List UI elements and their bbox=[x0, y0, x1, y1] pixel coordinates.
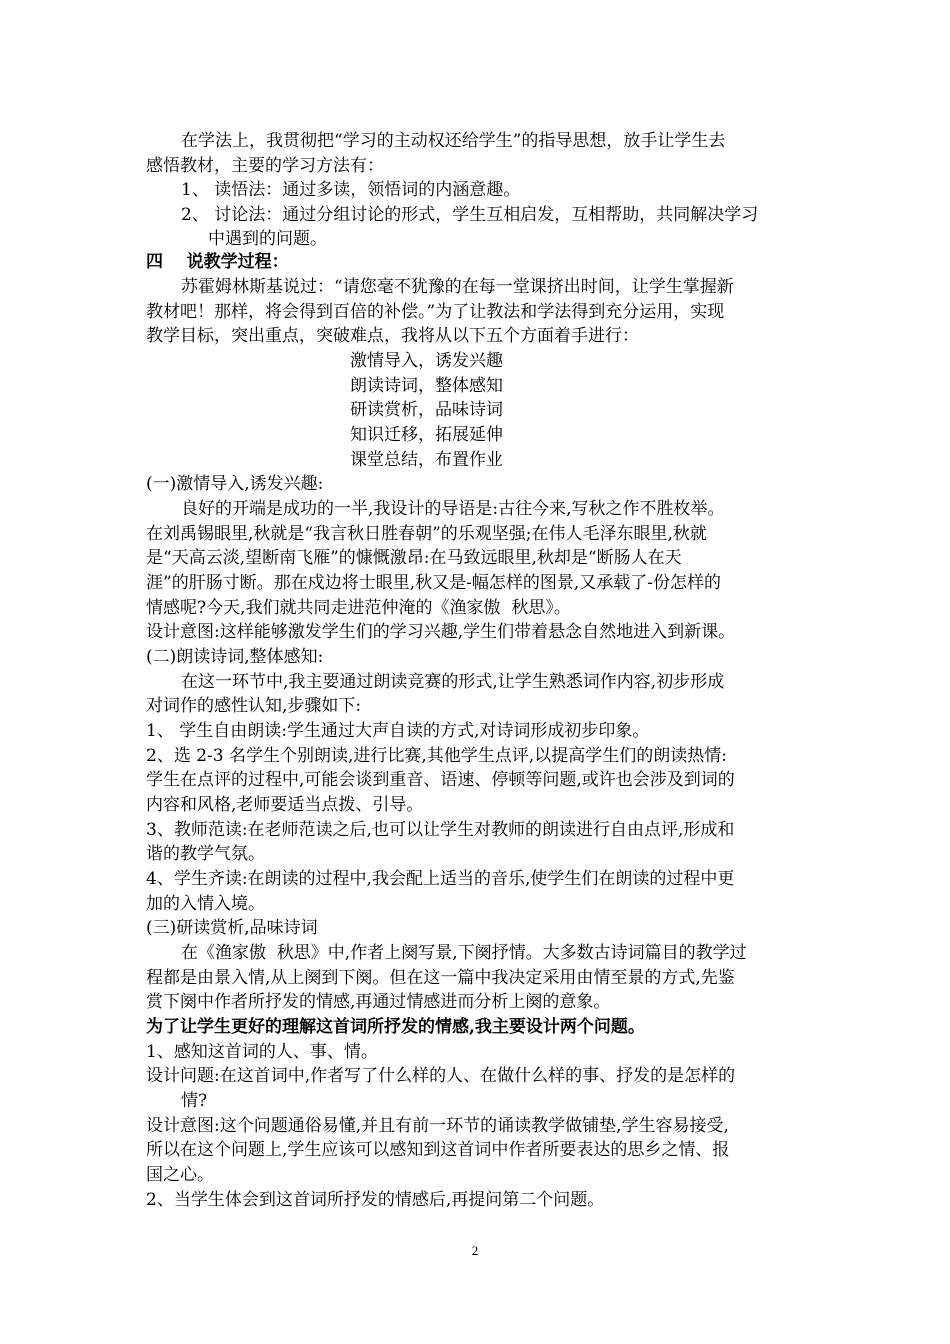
paragraph-line: 在这一环节中,我主要通过朗读竞赛的形式,让学生熟悉词作内容,初步形成 bbox=[181, 672, 725, 692]
outline-item: 知识迁移，拓展延伸 bbox=[350, 425, 503, 445]
list-item: 4、学生齐读:在朗读的过程中,我会配上适当的音乐,使学生们在朗读的过程中更 bbox=[146, 869, 735, 889]
paragraph-line: 在刘禹锡眼里,秋就是“我言秋日胜春朝”的乐观坚强;在伟人毛泽东眼里,秋就 bbox=[146, 524, 707, 544]
section-heading: 四 说教学过程： bbox=[146, 252, 289, 272]
outline-item: 朗读诗词，整体感知 bbox=[350, 376, 503, 396]
outline-item: 激情导入，诱发兴趣 bbox=[350, 351, 503, 371]
list-item-continuation: 中遇到的问题。 bbox=[208, 229, 327, 249]
outline-item: 课堂总结，布置作业 bbox=[350, 450, 503, 470]
list-item: 1、感知这首词的人、事、情。 bbox=[146, 1042, 378, 1062]
paragraph-line: 设计意图:这样能够激发学生们的学习兴趣,学生们带着悬念自然地进入到新课。 bbox=[146, 622, 736, 642]
subsection-heading: (一)激情导入,诱发兴趣: bbox=[146, 474, 324, 494]
paragraph-line: 良好的开端是成功的一半,我设计的导语是:古往今来,写秋之作不胜枚举。 bbox=[181, 499, 725, 519]
paragraph-line: 教学目标，突出重点，突破难点，我将从以下五个方面着手进行： bbox=[146, 326, 639, 346]
paragraph-line: 所以在这个问题上,学生应该可以感知到这首词中作者所要表达的思乡之情、报 bbox=[146, 1140, 730, 1160]
paragraph-line: 学生在点评的过程中,可能会谈到重音、语速、停顿等问题,或许也会涉及到词的 bbox=[146, 770, 735, 790]
paragraph-line: 内容和风格,老师要适当点拨、引导。 bbox=[146, 795, 424, 815]
list-item: 1、 学生自由朗读:学生通过大声自读的方式,对诗词形成初步印象。 bbox=[146, 721, 650, 741]
paragraph-line: 加的入情入境。 bbox=[146, 894, 265, 914]
list-item: 3、教师范读:在老师范读之后,也可以让学生对教师的朗读进行自由点评,形成和 bbox=[146, 820, 735, 840]
paragraph-line: 在学法上，我贯彻把“学习的主动权还给学生”的指导思想，放手让学生去 bbox=[181, 131, 726, 151]
paragraph-line: 对词作的感性认知,步骤如下: bbox=[146, 696, 362, 716]
paragraph-line: 情? bbox=[181, 1091, 208, 1111]
paragraph-line: 赏下阕中作者所抒发的情感,再通过情感进而分析上阕的意象。 bbox=[146, 992, 611, 1012]
paragraph-line: 设计问题:在这首词中,作者写了什么样的人、在做什么样的事、抒发的是怎样的 bbox=[146, 1066, 736, 1086]
paragraph-line: 感悟教材，主要的学习方法有： bbox=[146, 156, 384, 176]
subsection-heading: (三)研读赏析,品味诗词 bbox=[146, 918, 318, 938]
paragraph-line: 程都是由景入情,从上阕到下阕。但在这一篇中我决定采用由情至景的方式,先鉴 bbox=[146, 968, 735, 988]
paragraph-line: 是“天高云淡,望断南飞雁”的慷慨激昂:在马致远眼里,秋却是“断肠人在天 bbox=[146, 548, 682, 568]
paragraph-line: 设计意图:这个问题通俗易懂,并且有前一环节的诵读教学做铺垫,学生容易接受, bbox=[146, 1116, 729, 1136]
paragraph-line: 谐的教学气氛。 bbox=[146, 844, 265, 864]
paragraph-line: 涯”的肝肠寸断。那在戍边将士眼里,秋又是-幅怎样的图景,又承载了-份怎样的 bbox=[146, 573, 721, 593]
emphasis-line: 为了让学生更好的理解这首词所抒发的情感,我主要设计两个问题。 bbox=[146, 1017, 645, 1037]
paragraph-line: 情感呢?今天,我们就共同走进范仲淹的《渔家傲 秋思》。 bbox=[146, 598, 571, 618]
paragraph-line: 苏霍姆林斯基说过：“请您毫不犹豫的在每一堂课挤出时间，让学生掌握新 bbox=[181, 277, 734, 297]
list-item: 1、 读悟法：通过多读，领悟词的内涵意趣。 bbox=[181, 180, 521, 200]
paragraph-line: 国之心。 bbox=[146, 1165, 214, 1185]
subsection-heading: (二)朗读诗词,整体感知: bbox=[146, 647, 324, 667]
outline-item: 研读赏析，品味诗词 bbox=[350, 400, 503, 420]
list-item: 2、选 2-3 名学生个别朗读,进行比赛,其他学生点评,以提高学生们的朗读热情: bbox=[146, 746, 727, 766]
list-item: 2、当学生体会到这首词所抒发的情感后,再提问第二个问题。 bbox=[146, 1190, 605, 1210]
paragraph-line: 教材吧！那样，将会得到百倍的补偿。”为了让教法和学法得到充分运用，实现 bbox=[146, 302, 725, 322]
list-item: 2、 讨论法：通过分组讨论的形式，学生互相启发，互相帮助，共同解决学习 bbox=[181, 205, 759, 225]
page-number: 2 bbox=[471, 1243, 479, 1258]
paragraph-line: 在《渔家傲 秋思》中,作者上阕写景,下阕抒情。大多数古诗词篇目的教学过 bbox=[181, 943, 747, 963]
